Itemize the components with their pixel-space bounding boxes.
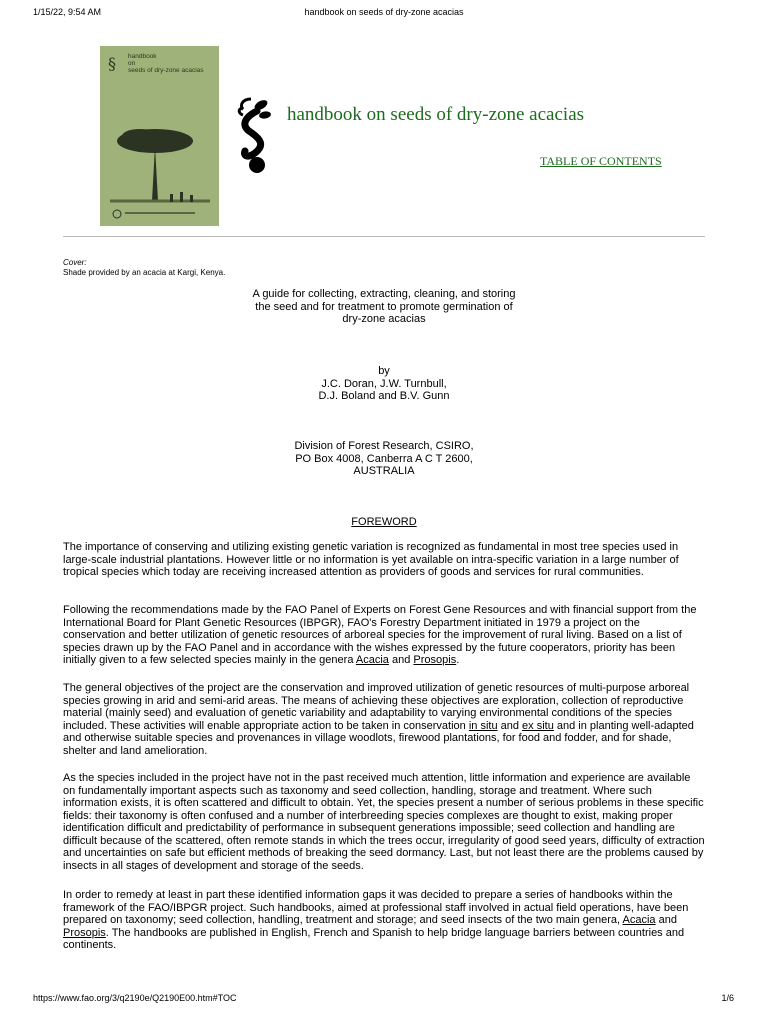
page-title: handbook on seeds of dry-zone acacias [287,104,585,125]
subtitle [0,288,768,326]
cover-image [100,46,219,226]
fao-seed-logo-icon [235,97,275,177]
prosopis-link[interactable]: Prosopis [413,654,457,666]
affiliation-line-3: AUSTRALIA [353,465,415,477]
foreword-paragraph-2-text: Following the recommendations made by the FAO Panel of Experts on Forest Gene Resources and with financial support from the International Board for Plant Genetic Resources (IBPGR), FAO's Forestry Department initiated in 1979 a project on the conservation and better utilization of genetic resources of arboreal species for the improvement of rural living. Based on a list of species drawn up by the FAO Panel and in accordance with the wishes expressed by the future cooperators, priority has been initially given to a few selected species mainly in the genera [63,604,697,666]
conjunction-and-3: and [655,914,677,926]
foreword-heading[interactable]: FOREWORD [351,516,417,528]
print-page-number: 1/6 [721,993,734,1003]
cover-caption [63,258,225,278]
affiliation [0,440,768,478]
cover-caption-text: Shade provided by an acacia at Kargi, Kenya. [63,268,226,277]
cover-tree-illustration [100,46,219,226]
conjunction-and: and [388,654,414,666]
print-url: https://www.fao.org/3/q2190e/Q2190E00.htm#TOC [33,993,237,1003]
foreword-paragraph-3-text-b: and in planting well-adapted and otherwise suitable species and provenances in village woodlots, firewood plantations, for food and fodder, and for shade, shelter and land amelioration. [63,719,694,757]
cover-title-line-3: seeds of dry-zone acacias [128,67,204,74]
foreword-paragraph-5-text-a: In order to remedy at least in part these identified information gaps it was decided to prepare a series of handbooks within the framework of the FAO/IBPGR project. Such handbooks, aimed at professional staff involved in actual field operations, have been prepared on taxonomy; seed collection, handling, treatment and storage; and seed insects of the two main genera, [63,889,689,926]
cover-caption-label: Cover: [63,258,87,267]
foreword-paragraph-3-text-a: The general objectives of the project are the conservation and improved utilization of genetic resources of multi-purpose arboreal species growing in arid and semi-arid areas. The means of achieving these objectives are exploration, collection of reproductive material (mainly seed) and evaluation of genetic variability and adaptability to varying environmental conditions of the species included. These activities will enable appropriate action to be taken in conservation [63,682,690,732]
affiliation-line-2: PO Box 4008, Canberra A C T 2600, [295,452,473,465]
affiliation-line-1: Division of Forest Research, CSIRO, [294,440,474,452]
prosopis-link-2[interactable]: Prosopis [63,926,106,939]
subtitle-line-1: A guide for collecting, extracting, cleaning, and storing [252,288,516,300]
acacia-link[interactable]: Acacia [355,654,389,666]
in-situ-link[interactable]: in situ [468,719,498,732]
authors-by: by [378,365,390,377]
acacia-link-2[interactable]: Acacia [622,914,656,926]
table-of-contents-link[interactable]: TABLE OF CONTENTS [540,154,662,168]
subtitle-line-2: the seed and for treatment to promote germination of [255,300,513,313]
authors [0,365,768,403]
foreword-paragraph-2 [63,604,705,667]
foreword-paragraph-5 [63,889,705,952]
print-timestamp: 1/15/22, 9:54 AM [33,7,102,17]
conjunction-and-2: and [497,719,523,732]
cover-title-line-2: on [128,60,136,67]
foreword-paragraph-5-text-b: . The handbooks are published in English, French and Spanish to help bridge language barriers between countries and continents. [63,926,685,951]
subtitle-line-3: dry-zone acacias [342,313,426,325]
sentence-period: . [456,654,460,666]
foreword-paragraph-1: The importance of conserving and utilizing existing genetic variation is recognized as fundamental in most tree species used in large-scale industrial plantations. However little or no information is yet available on intra-specific variation in a large number of tropical species which today are receiving increased attention as providers of goods and services for rural communities. [63,541,679,578]
print-page-title: handbook on seeds of dry-zone acacias [304,7,464,17]
divider [63,236,705,237]
cover-title-line-1: handbook [128,53,157,60]
foreword-paragraph-3 [63,682,705,757]
foreword-paragraph-4: As the species included in the project have not in the past received much attention, little information and experience are available on fundamentally important aspects such as taxonomy and seed collection, handling, storage and treatment. Where such information exists, it is often scattered and difficult to obtain. Yet, the species present a number of serious problems in these specific fields: their taxonomy is often confused and a number of interbreeding species complexes are thought to exist, making proper identification difficult and predictability of performance in subsequent generations impossible; seed collection and handling are difficult because of the scattered, often remote stands in which the trees occur, irregularity of good seed years, difficulty of extraction and uncertainties on safe but efficient methods of breaking the seed dormancy. Last, but not least there are the problems caused by insects in all stages of development and storage of the seeds. [63,772,705,872]
authors-line-1: J.C. Doran, J.W. Turnbull, [321,377,447,390]
cover-logo-icon: § [108,54,116,73]
ex-situ-link[interactable]: ex situ [522,719,554,732]
authors-line-2: D.J. Boland and B.V. Gunn [318,390,450,402]
